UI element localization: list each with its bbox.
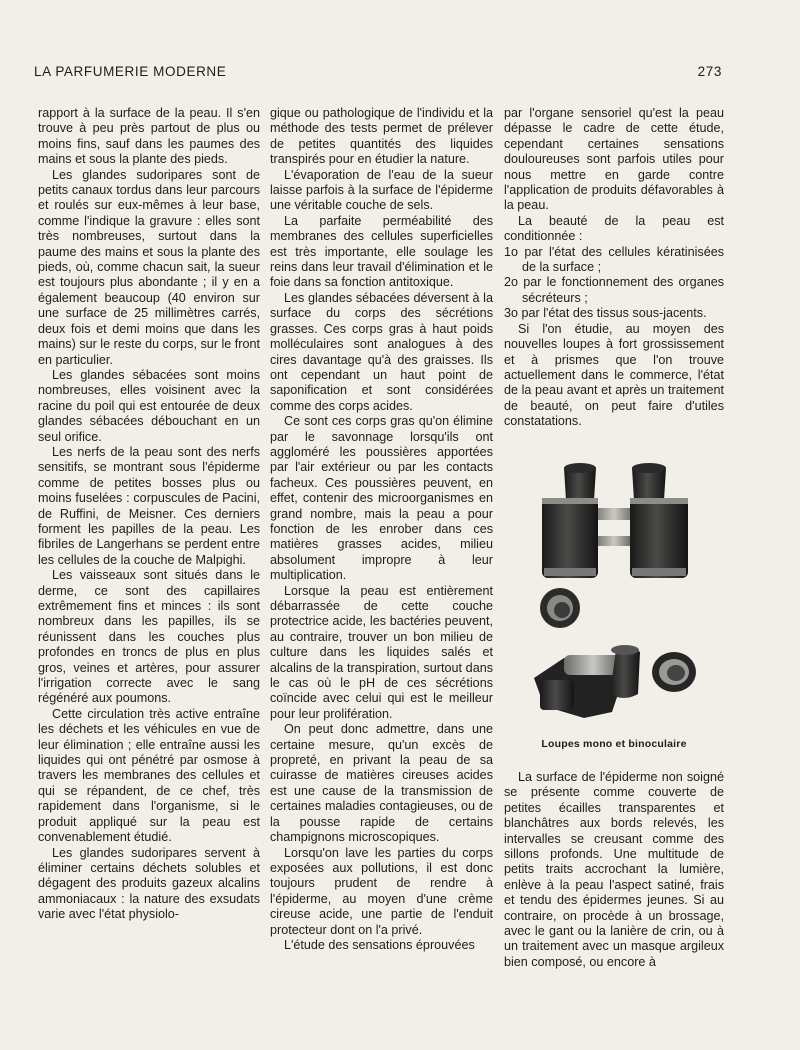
figure-caption: Loupes mono et binoculaire <box>541 738 687 750</box>
paragraph: La surface de l'épiderme non soigné se présente comme couverte de petites écailles transparentes et blanchâtres aux bords relevés, les intervalles se creusant comme des sillons profonds. Une multitude de petits traits accrochant la lumière, enlève à la peau l'aspect satiné, frais et tendu des épidermes jeunes. Si au contraire, on procède à un brossage, avec le gant ou la lanière de crin, ou à un traitement avec un masque argileux bien composé, ou encore à <box>504 770 724 969</box>
binocular-icon <box>542 463 688 578</box>
text-column-3-continued <box>504 770 724 970</box>
list-item: 1o par l'état des cellules kératinisées de la surface ; <box>504 244 724 275</box>
paragraph: L'évaporation de l'eau de la sueur laisse parfois à la surface de l'épiderme une véritable couche de sels. <box>270 167 493 213</box>
text-column-3 <box>504 106 724 430</box>
monocular-icon <box>534 645 640 718</box>
loupes-photo <box>504 450 724 735</box>
paragraph: Les glandes sébacées déversent à la surface du corps des sécrétions grasses. Ces corps gras à haut poids molléculaires sont analogues à des cires davantage qu'à des graisses. Ils ont cependant un haut point de saponification et sont considérées comme des corps acides. <box>270 290 493 413</box>
condition-list <box>504 245 724 322</box>
list-item: 2o par le fonctionnement des organes sécréteurs ; <box>504 275 724 305</box>
running-title: LA PARFUMERIE MODERNE <box>34 64 227 79</box>
paragraph: Les glandes sudoripares sont de petits canaux tordus dans leur parcours et roulés sur eux-mêmes à leur base, comme l'indique la gravure : elles sont très nombreuses, surtout dans la paume des mains et sous la plante des pieds, où, comme chacun sait, la sueur est toujours plus abondante ; il y en a également beaucoup (40 environ sur une surface de 25 millimètres carrés, deux fois et demi moins que dans les mains) sur le reste du corps, sur le front en particulier. <box>38 167 260 367</box>
paragraph: L'étude des sensations éprouvées <box>284 937 475 952</box>
lens-cap-icon <box>652 652 696 692</box>
paragraph: La parfaite perméabilité des membranes des cellules superficielles est très importante, elle soulage les reins dans leur travail d'élimination et le foie dans sa fonction antitoxique. <box>270 213 493 290</box>
paragraph: Les glandes sudoripares servent à éliminer certains déchets solubles et dégagent des produits gazeux alcalins ammoniacaux : la nature des exsudats varie avec l'état physiolo- <box>38 845 260 922</box>
paragraph: par l'organe sensoriel qu'est la peau dépasse le cadre de cette étude, cependant certaines sensations douloureuses sont parfois utiles pour nous mettre en garde contre l'application de produits défavorables à la peau. <box>504 106 724 213</box>
running-header <box>34 64 722 79</box>
eyecup-icon <box>540 588 580 628</box>
paragraph: La beauté de la peau est conditionnée : <box>504 213 724 244</box>
paragraph: On peut donc admettre, dans une certaine mesure, qu'un excès de propreté, en privant la peau de sa cuirasse de matières cireuses acides est une cause de la transmission de certaines maladies contagieuses, ou de la pousse rapide de certains champignons microscopiques. <box>270 722 493 845</box>
paragraph: Lorsque la peau est entièrement débarrassée de cette couche protectrice acide, les bactéries peuvent, au contraire, trouver un bon milieu de culture dans les liquides salés et alcalins de la transpiration, surtout dans le cas où le pH de ces sécrétions coïncide avec celui qui est le meilleur pour leur prolifération. <box>270 583 493 721</box>
paragraph: Les glandes sébacées sont moins nombreuses, elles voisinent avec la racine du poil qui est entourée de deux glandes sébacées débouchant en un seul orifice. <box>38 367 260 444</box>
text-column-2 <box>270 106 493 953</box>
text-column-1 <box>38 106 260 923</box>
page-number: 273 <box>697 64 722 79</box>
paragraph: gique ou pathologique de l'individu et la méthode des tests permet de prélever de petites quantités des liquides transpirés pour en étudier la nature. <box>270 106 493 167</box>
paragraph: Si l'on étudie, au moyen des nouvelles loupes à fort grossissement et à prismes que l'on trouve actuellement dans le commerce, l'état de la peau avant et après un traitement de beauté, on peut faire d'utiles constatations. <box>504 321 724 429</box>
loupes-figure <box>504 450 724 760</box>
paragraph: Lorsqu'on lave les parties du corps exposées aux pollutions, il est donc toujours prudent de rendre à l'épiderme, au moyen d'une crème cireuse acide, une partie de l'enduit protecteur dont on l'a privé. <box>270 845 493 937</box>
list-item: 3o par l'état des tissus sous-jacents. <box>504 306 707 321</box>
paragraph: rapport à la surface de la peau. Il s'en trouve à peu près partout de plus ou moins fins, sauf dans les paumes des mains et sous la plante des pieds. <box>38 106 260 167</box>
paragraph: Les nerfs de la peau sont des nerfs sensitifs, se montrant sous l'épiderme comme de petites bosses plus ou moins fuselées : corpuscules de Pacini, de Ruffini, de Meisner. Ces derniers forment les papilles de la peau. Les fibriles de Langerhans se perdent entre les cellules de la couche de Malpighi. <box>38 444 260 567</box>
paragraph: Les vaisseaux sont situés dans le derme, ce sont des capillaires extrêmement fins et minces : ils sont nombreux dans les papilles, ils se réunissent dans les couches plus profondes en troncs de plus en plus gros, veines et artères, pour assurer l'irrigation correcte avec le sang régénéré aux poumons. <box>38 568 260 706</box>
paragraph: Cette circulation très active entraîne les déchets et les véhicules en vue de leur élimination ; elle entraîne aussi les liquides qui ont pénétré par osmose à travers les membranes des cellules et qui se répandent, de ce chef, très rapidement dans l'organisme, si le produit appliqué sur la peau est convenablement étudié. <box>38 706 260 845</box>
paragraph: Ce sont ces corps gras qu'on élimine par le savonnage lorsqu'ils ont aggloméré les poussières apportées par l'air extérieur ou par les contacts facheux. Ces poussières peuvent, en effet, contenir des microorganismes en grand nombre, mais la peau a pour fonction de les enrober dans ces matières grasses acides, milieu absolument impropre à leur multiplication. <box>270 414 493 583</box>
